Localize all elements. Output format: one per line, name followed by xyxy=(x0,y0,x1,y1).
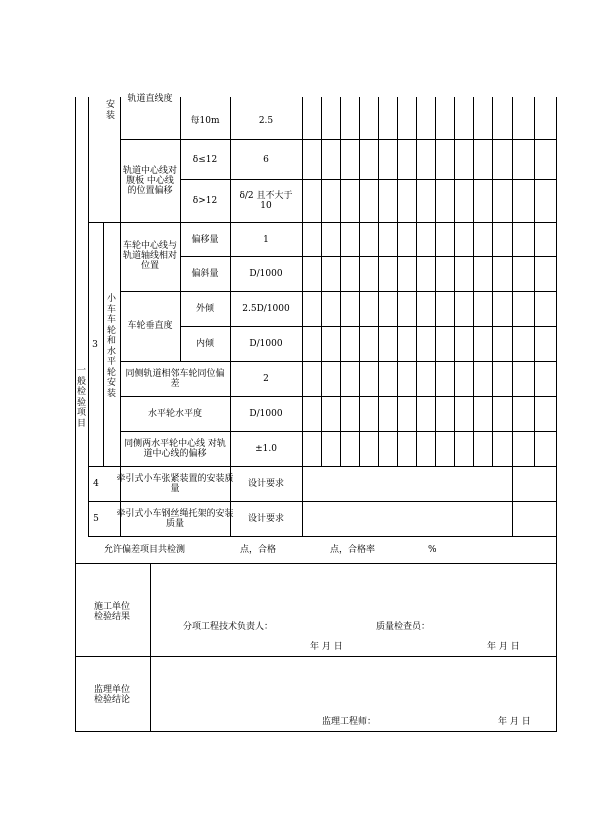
grid-line xyxy=(512,97,513,536)
grid-line xyxy=(454,97,455,466)
item5-number: 5 xyxy=(93,514,99,524)
grid-line xyxy=(150,563,151,731)
inner-tilt-value: D/1000 xyxy=(249,339,283,349)
outer-tilt-value: 2.5D/1000 xyxy=(242,304,290,314)
delta-gt-12-label: δ>12 xyxy=(192,196,218,206)
group3-label: 小车车轮和水平轮安装 xyxy=(106,294,116,399)
horiz-wheel-label: 水平轮水平度 xyxy=(147,409,203,419)
two-horiz-value: ±1.0 xyxy=(255,444,277,454)
construction-label: 施工单位 xyxy=(93,602,131,612)
grid-line xyxy=(120,97,121,536)
grid-line xyxy=(556,97,557,732)
construction-date: 年 月 日 xyxy=(310,642,343,652)
construction-date: 年 月 日 xyxy=(487,642,520,652)
same-side-label: 同侧轨道相邻车轮同位偏 xyxy=(125,369,225,379)
offset-value: 1 xyxy=(263,235,269,245)
centerline-web-label: 腹板 中心线 xyxy=(126,176,174,186)
grid-line xyxy=(321,97,322,466)
skew-value: D/1000 xyxy=(249,269,283,279)
tech-lead-signature: 分项工程技术负责人： xyxy=(183,622,274,632)
track-straightness-label: 轨道直线度 xyxy=(127,94,173,104)
inner-tilt-label: 内倾 xyxy=(195,339,215,349)
two-horiz-label: 同侧两水平轮中心线 对轨 xyxy=(124,439,226,449)
item5-label: 牵引式小车钢丝绳托架的安装 xyxy=(116,509,234,519)
grid-line xyxy=(397,97,398,466)
grid-line xyxy=(340,97,341,466)
wheel-center-label: 车轮中心线与 xyxy=(122,241,178,251)
grid-line xyxy=(88,501,557,502)
centerline-web-label: 轨道中心线对 xyxy=(122,166,178,176)
section-label: 一般检验项目 xyxy=(76,366,86,429)
offset-label: 偏移量 xyxy=(191,235,219,245)
same-side-value: 2 xyxy=(263,374,269,384)
delta-gt-12-value: 10 xyxy=(260,201,272,211)
construction-label: 检验结果 xyxy=(93,612,131,622)
item4-number: 4 xyxy=(93,479,99,489)
wheel-center-label: 轨道轴线相对 xyxy=(122,251,178,261)
grid-line xyxy=(75,563,557,564)
grid-line xyxy=(75,731,557,732)
group3-number: 3 xyxy=(92,340,98,350)
grid-line xyxy=(88,97,89,536)
grid-line xyxy=(378,97,379,466)
supervision-label: 检验结论 xyxy=(93,695,131,705)
grid-line xyxy=(230,97,231,536)
grid-line xyxy=(534,97,535,466)
same-side-label: 差 xyxy=(170,379,180,389)
item4-label: 牵引式小车张紧装置的安装质 xyxy=(116,474,234,484)
delta-le-12-value: 6 xyxy=(263,155,269,165)
grid-line xyxy=(180,97,181,291)
delta-le-12-label: δ≤12 xyxy=(192,155,218,165)
horiz-wheel-value: D/1000 xyxy=(249,409,283,419)
item5-value: 设计要求 xyxy=(247,514,285,524)
supervisor-signature: 监理工程师： xyxy=(322,717,377,727)
summary-pass-rate: 点，合格率 xyxy=(330,545,376,555)
summary-pass: 点，合格 xyxy=(240,545,277,555)
grid-line xyxy=(473,97,474,466)
centerline-web-label: 的位置偏移 xyxy=(127,186,173,196)
grid-line xyxy=(359,97,360,466)
delta-gt-12-value: δ/2 且不大于 xyxy=(239,191,293,201)
supervision-label: 监理单位 xyxy=(93,685,131,695)
per-10m-label: 每10m xyxy=(190,116,220,126)
summary-prefix: 允许偏差项目共检测 xyxy=(104,545,186,555)
grid-line xyxy=(103,222,104,466)
grid-line xyxy=(180,179,557,180)
skew-label: 偏斜量 xyxy=(191,269,219,279)
grid-line xyxy=(88,466,557,467)
grid-line xyxy=(88,222,557,223)
summary-percent: % xyxy=(428,545,437,555)
install-fragment-label: 安装 xyxy=(105,100,115,121)
qc-signature: 质量检查员： xyxy=(376,622,431,632)
grid-line xyxy=(88,536,557,537)
two-horiz-label: 道中心线的偏移 xyxy=(143,449,207,459)
grid-line xyxy=(180,256,557,257)
supervision-date: 年 月 日 xyxy=(498,717,531,727)
grid-line xyxy=(302,97,303,536)
wheel-vertical-label: 车轮垂直度 xyxy=(127,321,173,331)
item4-label: 量 xyxy=(170,484,180,494)
grid-line xyxy=(180,326,557,327)
wheel-center-label: 位置 xyxy=(140,261,160,271)
grid-line xyxy=(75,656,557,657)
grid-line xyxy=(180,291,181,361)
item4-value: 设计要求 xyxy=(247,479,285,489)
item5-label: 质量 xyxy=(165,519,185,529)
per-10m-value: 2.5 xyxy=(258,116,274,126)
grid-line xyxy=(435,97,436,466)
grid-line xyxy=(416,97,417,466)
outer-tilt-label: 外倾 xyxy=(195,304,215,314)
grid-line xyxy=(492,97,493,466)
